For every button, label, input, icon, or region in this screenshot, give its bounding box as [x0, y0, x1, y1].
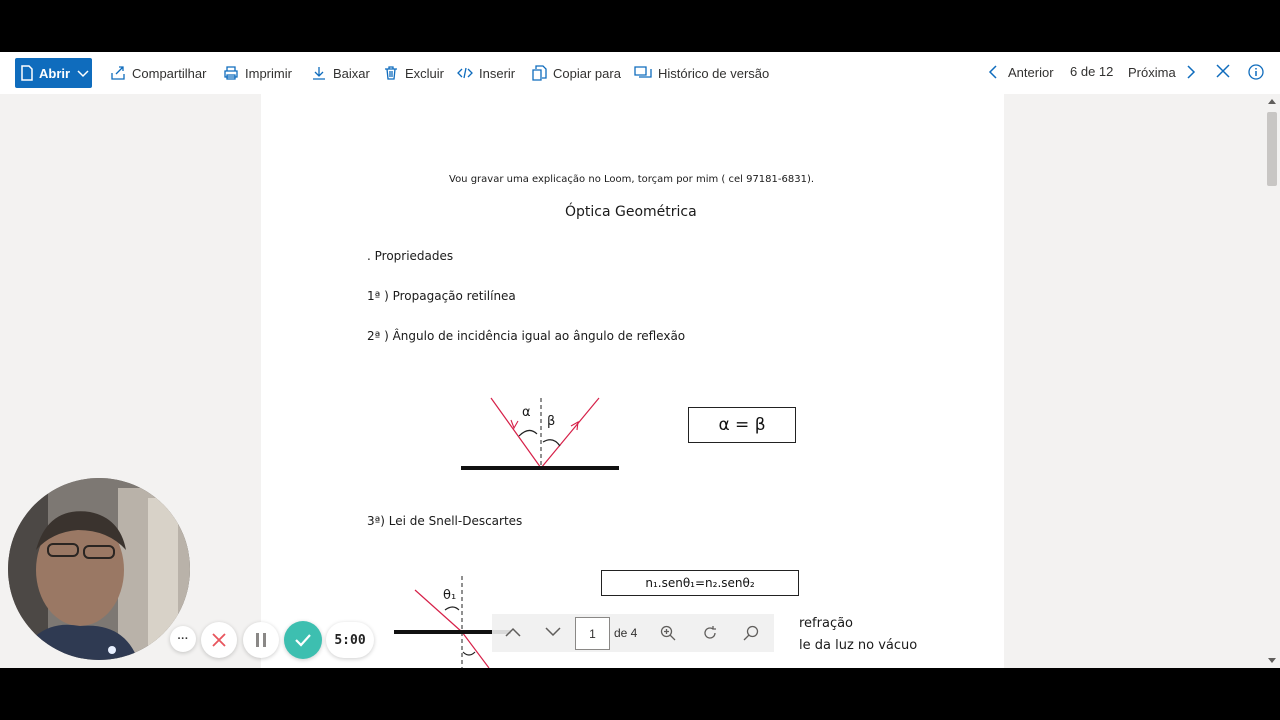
- info-icon: [1248, 64, 1264, 80]
- open-button[interactable]: [15, 58, 92, 88]
- previous-button[interactable]: [986, 64, 1054, 80]
- reflection-formula-box: α = β: [688, 407, 796, 443]
- recorder-finish-button[interactable]: [284, 621, 322, 659]
- close-button[interactable]: [1216, 64, 1230, 78]
- property-2: 2ª ) Ângulo de incidência igual ao ângulo de reflexão: [367, 329, 686, 343]
- checkmark-icon: [294, 633, 312, 647]
- pdf-page-controls: [492, 614, 774, 652]
- properties-heading: . Propriedades: [367, 249, 454, 263]
- previous-page-icon[interactable]: [504, 625, 522, 639]
- file-viewer: [0, 52, 1280, 668]
- copy-to-label: Copiar para: [553, 65, 621, 81]
- legend-line-2: le da luz no vácuo: [799, 638, 918, 653]
- previous-label: Anterior: [1008, 64, 1054, 80]
- reflection-diagram: [457, 390, 627, 476]
- share-icon: [110, 65, 126, 81]
- version-history-label: Histórico de versão: [658, 65, 770, 81]
- webcam-feed: [8, 478, 190, 660]
- copy-to-button[interactable]: [531, 64, 621, 82]
- delete-label: Excluir: [405, 65, 445, 81]
- scroll-up-icon[interactable]: [1268, 98, 1276, 104]
- trash-icon: [383, 65, 399, 81]
- command-bar: [0, 52, 1280, 94]
- chevron-down-icon: [76, 66, 90, 80]
- print-icon: [223, 65, 239, 81]
- property-3: 3ª) Lei de Snell-Descartes: [367, 514, 523, 528]
- close-icon: [212, 633, 226, 647]
- print-label: Imprimir: [245, 65, 292, 81]
- embed-button[interactable]: [457, 64, 515, 82]
- beta-label: β: [547, 414, 556, 429]
- print-button[interactable]: [223, 64, 292, 82]
- download-label: Baixar: [333, 65, 370, 81]
- recorder-more-button[interactable]: ···: [170, 626, 196, 652]
- scroll-down-icon[interactable]: [1268, 658, 1276, 664]
- pause-icon: [254, 632, 268, 648]
- download-icon: [311, 65, 327, 81]
- next-page-icon[interactable]: [544, 625, 562, 639]
- legend-line-1: refração: [799, 616, 854, 631]
- open-label: Abrir: [39, 65, 71, 81]
- theta1-label: θ₁: [443, 588, 457, 603]
- embed-label: Inserir: [479, 65, 516, 81]
- property-1: 1ª ) Propagação retilínea: [367, 289, 516, 303]
- next-label: Próxima: [1128, 64, 1176, 80]
- alpha-label: α: [522, 405, 531, 420]
- document-title: Óptica Geométrica: [565, 204, 697, 220]
- version-history-icon: [634, 65, 652, 81]
- info-button[interactable]: [1248, 64, 1264, 80]
- document-icon: [19, 65, 35, 81]
- page-number-input[interactable]: 1: [575, 617, 610, 650]
- document-page: [261, 94, 1004, 668]
- code-icon: [457, 65, 473, 81]
- recording-timer: 5:00: [326, 622, 374, 658]
- next-button[interactable]: [1128, 64, 1198, 80]
- recorder-cancel-button[interactable]: [201, 622, 237, 658]
- close-icon: [1216, 64, 1230, 78]
- search-icon[interactable]: [743, 625, 759, 641]
- zoom-in-icon[interactable]: [660, 625, 676, 641]
- delete-button[interactable]: [383, 64, 444, 82]
- recorder-pause-button[interactable]: [243, 622, 279, 658]
- share-button[interactable]: [110, 64, 206, 82]
- copy-icon: [531, 65, 547, 81]
- download-button[interactable]: [311, 64, 370, 82]
- page-total: de 4: [614, 626, 638, 640]
- file-position: 6 de 12: [1070, 64, 1114, 79]
- chevron-right-icon: [1184, 64, 1198, 80]
- share-label: Compartilhar: [132, 65, 207, 81]
- version-history-button[interactable]: [634, 64, 769, 82]
- recording-note: Vou gravar uma explicação no Loom, torçam por mim ( cel 97181-6831).: [449, 174, 815, 185]
- scrollbar-thumb[interactable]: [1267, 112, 1277, 186]
- webcam-bubble[interactable]: [8, 478, 190, 660]
- snell-formula-box: n₁.senθ₁=n₂.senθ₂: [601, 570, 799, 596]
- chevron-left-icon: [986, 64, 1000, 80]
- rotate-icon[interactable]: [702, 625, 718, 641]
